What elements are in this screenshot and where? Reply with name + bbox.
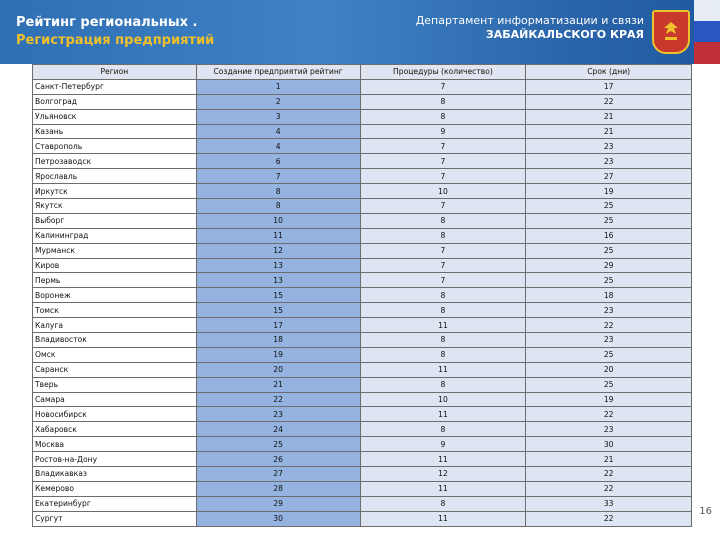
procedures-cell: 7 [360, 79, 526, 94]
department-logo-text [416, 14, 644, 42]
table-row [33, 228, 692, 243]
page-number: 16 [699, 506, 712, 517]
table-row [33, 392, 692, 407]
table-row [33, 467, 692, 482]
rank-cell: 22 [196, 392, 360, 407]
column-header-days: Срок (дни) [526, 65, 692, 80]
table-row [33, 169, 692, 184]
rank-cell: 3 [196, 109, 360, 124]
days-cell: 22 [526, 467, 692, 482]
procedures-cell: 7 [360, 169, 526, 184]
region-cell: Санкт-Петербург [33, 79, 197, 94]
procedures-cell: 11 [360, 452, 526, 467]
days-cell: 23 [526, 139, 692, 154]
procedures-cell: 8 [360, 303, 526, 318]
region-cell: Самара [33, 392, 197, 407]
rank-cell: 29 [196, 496, 360, 511]
flag-decoration [694, 0, 720, 64]
rank-cell: 28 [196, 481, 360, 496]
days-cell: 29 [526, 258, 692, 273]
days-cell: 22 [526, 481, 692, 496]
rank-cell: 20 [196, 362, 360, 377]
procedures-cell: 8 [360, 496, 526, 511]
region-cell: Выборг [33, 213, 197, 228]
procedures-cell: 11 [360, 318, 526, 333]
days-cell: 23 [526, 333, 692, 348]
table-row [33, 437, 692, 452]
procedures-cell: 10 [360, 392, 526, 407]
procedures-cell: 8 [360, 94, 526, 109]
table-row [33, 288, 692, 303]
region-cell: Ульяновск [33, 109, 197, 124]
table-row [33, 273, 692, 288]
table-row [33, 333, 692, 348]
table-row [33, 213, 692, 228]
table-row [33, 303, 692, 318]
days-cell: 30 [526, 437, 692, 452]
procedures-cell: 7 [360, 154, 526, 169]
days-cell: 33 [526, 496, 692, 511]
region-cell: Иркутск [33, 184, 197, 199]
rank-cell: 18 [196, 333, 360, 348]
days-cell: 25 [526, 377, 692, 392]
rank-cell: 21 [196, 377, 360, 392]
region-cell: Кемерово [33, 481, 197, 496]
days-cell: 19 [526, 184, 692, 199]
days-cell: 27 [526, 169, 692, 184]
procedures-cell: 8 [360, 377, 526, 392]
region-cell: Омск [33, 347, 197, 362]
slide-header [0, 0, 720, 64]
region-cell: Владивосток [33, 333, 197, 348]
region-cell: Мурманск [33, 243, 197, 258]
procedures-cell: 8 [360, 422, 526, 437]
table-row [33, 422, 692, 437]
table-row [33, 496, 692, 511]
procedures-cell: 7 [360, 273, 526, 288]
procedures-cell: 7 [360, 139, 526, 154]
rank-cell: 15 [196, 303, 360, 318]
region-cell: Казань [33, 124, 197, 139]
table-row [33, 407, 692, 422]
procedures-cell: 12 [360, 467, 526, 482]
rank-cell: 4 [196, 124, 360, 139]
table-row [33, 124, 692, 139]
days-cell: 22 [526, 511, 692, 526]
days-cell: 23 [526, 303, 692, 318]
days-cell: 22 [526, 318, 692, 333]
title-line-1: Рейтинг региональных . [16, 15, 198, 30]
table-row [33, 377, 692, 392]
region-cell: Ростов-на-Дону [33, 452, 197, 467]
table-body [33, 79, 692, 526]
days-cell: 21 [526, 124, 692, 139]
rank-cell: 19 [196, 347, 360, 362]
procedures-cell: 9 [360, 124, 526, 139]
region-cell: Волгоград [33, 94, 197, 109]
table-row [33, 347, 692, 362]
procedures-cell: 11 [360, 362, 526, 377]
rank-cell: 13 [196, 273, 360, 288]
table-row [33, 109, 692, 124]
days-cell: 21 [526, 452, 692, 467]
column-header-rank: Создание предприятий рейтинг [196, 65, 360, 80]
coat-of-arms-icon [652, 10, 690, 54]
days-cell: 25 [526, 243, 692, 258]
rank-cell: 8 [196, 184, 360, 199]
days-cell: 20 [526, 362, 692, 377]
table-header-row [33, 65, 692, 80]
rank-cell: 27 [196, 467, 360, 482]
table-row [33, 481, 692, 496]
slide-title [16, 14, 214, 50]
region-cell: Томск [33, 303, 197, 318]
region-cell: Пермь [33, 273, 197, 288]
department-name: Департамент информатизации и связи [415, 14, 644, 27]
region-cell: Калуга [33, 318, 197, 333]
days-cell: 23 [526, 422, 692, 437]
procedures-cell: 7 [360, 258, 526, 273]
rank-cell: 10 [196, 213, 360, 228]
table-row [33, 199, 692, 214]
rank-cell: 6 [196, 154, 360, 169]
table-row [33, 511, 692, 526]
rank-cell: 8 [196, 199, 360, 214]
days-cell: 23 [526, 154, 692, 169]
region-cell: Владикавказ [33, 467, 197, 482]
days-cell: 17 [526, 79, 692, 94]
region-cell: Калининград [33, 228, 197, 243]
days-cell: 18 [526, 288, 692, 303]
region-cell: Воронеж [33, 288, 197, 303]
rank-cell: 26 [196, 452, 360, 467]
days-cell: 21 [526, 109, 692, 124]
days-cell: 25 [526, 347, 692, 362]
rank-cell: 4 [196, 139, 360, 154]
days-cell: 19 [526, 392, 692, 407]
region-cell: Екатеринбург [33, 496, 197, 511]
region-cell: Киров [33, 258, 197, 273]
column-header-procedures: Процедуры (количество) [360, 65, 526, 80]
procedures-cell: 11 [360, 407, 526, 422]
procedures-cell: 8 [360, 288, 526, 303]
rank-cell: 12 [196, 243, 360, 258]
region-cell: Якутск [33, 199, 197, 214]
days-cell: 25 [526, 213, 692, 228]
days-cell: 22 [526, 407, 692, 422]
table-row [33, 154, 692, 169]
rank-cell: 24 [196, 422, 360, 437]
rank-cell: 13 [196, 258, 360, 273]
days-cell: 22 [526, 94, 692, 109]
table-row [33, 94, 692, 109]
rank-cell: 17 [196, 318, 360, 333]
registration-rating-table [32, 64, 692, 527]
procedures-cell: 11 [360, 481, 526, 496]
procedures-cell: 11 [360, 511, 526, 526]
procedures-cell: 8 [360, 347, 526, 362]
table-row [33, 243, 692, 258]
procedures-cell: 8 [360, 228, 526, 243]
rank-cell: 7 [196, 169, 360, 184]
procedures-cell: 8 [360, 333, 526, 348]
region-cell: Петрозаводск [33, 154, 197, 169]
table-row [33, 318, 692, 333]
rank-cell: 1 [196, 79, 360, 94]
procedures-cell: 8 [360, 213, 526, 228]
region-name: ЗАБАЙКАЛЬСКОГО КРАЯ [485, 28, 644, 41]
procedures-cell: 10 [360, 184, 526, 199]
region-cell: Ярославль [33, 169, 197, 184]
title-line-2: Регистрация предприятий [16, 33, 215, 48]
region-cell: Новосибирск [33, 407, 197, 422]
procedures-cell: 7 [360, 199, 526, 214]
procedures-cell: 8 [360, 109, 526, 124]
region-cell: Сургут [33, 511, 197, 526]
table-row [33, 79, 692, 94]
region-cell: Хабаровск [33, 422, 197, 437]
region-cell: Тверь [33, 377, 197, 392]
days-cell: 25 [526, 199, 692, 214]
table-row [33, 258, 692, 273]
rank-cell: 30 [196, 511, 360, 526]
procedures-cell: 9 [360, 437, 526, 452]
rank-cell: 25 [196, 437, 360, 452]
table-row [33, 139, 692, 154]
column-header-region: Регион [33, 65, 197, 80]
region-cell: Ставрополь [33, 139, 197, 154]
rank-cell: 11 [196, 228, 360, 243]
days-cell: 16 [526, 228, 692, 243]
days-cell: 25 [526, 273, 692, 288]
rank-cell: 15 [196, 288, 360, 303]
region-cell: Саранск [33, 362, 197, 377]
rank-cell: 2 [196, 94, 360, 109]
rank-cell: 23 [196, 407, 360, 422]
procedures-cell: 7 [360, 243, 526, 258]
table-row [33, 452, 692, 467]
table-row [33, 362, 692, 377]
table-row [33, 184, 692, 199]
region-cell: Москва [33, 437, 197, 452]
